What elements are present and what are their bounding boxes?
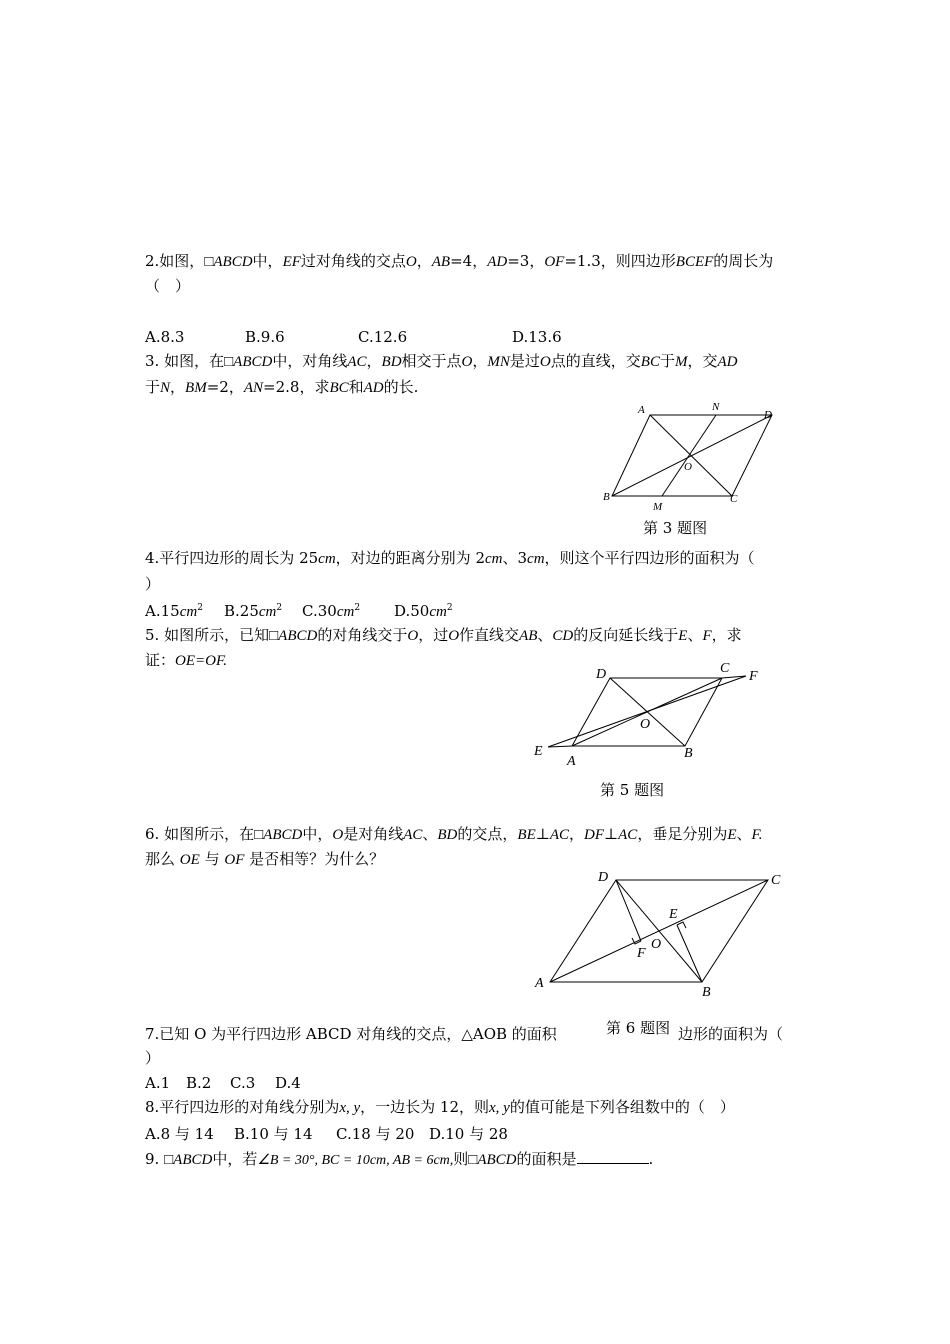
q2-option-d: D.13.6 (512, 328, 562, 346)
q6-label-b: B (702, 985, 711, 1000)
q5-diagonal-bd (610, 678, 685, 746)
q3-label-m: M (653, 501, 663, 513)
q5-label-b: B (684, 746, 693, 761)
q6-line1: 6. 如图所示，在□ABCD中，O是对角线AC、BD的交点，BE⊥AC，DF⊥AC，垂足分别为E、F. (145, 825, 763, 843)
q9-answer-blank[interactable] (577, 1149, 649, 1164)
q6-figure (530, 862, 790, 1002)
q5-label-c: C (720, 661, 730, 676)
q6-perp-df (616, 880, 641, 941)
q6-caption: 第 6 题图 (602, 1017, 674, 1038)
q5-line-ef (548, 676, 746, 747)
q6-label-d: D (598, 870, 609, 885)
q9-line1: 9. □ABCD中，若∠B = 30°, BC = 10cm, AB = 6cm,则□ABCD的面积是 . (145, 1150, 654, 1168)
q2-option-b: B.9.6 (245, 328, 285, 346)
q6-label-e: E (669, 907, 678, 922)
q3-label-a: A (638, 404, 645, 416)
q2-option-a: A.8.3 (145, 328, 185, 346)
q4-option-d: $D.50cm^2$ (394, 602, 453, 620)
q2-option-c: C.12.6 (358, 328, 408, 346)
q3-diagonal-bd (612, 415, 772, 496)
q7-option-a: A.1 (145, 1074, 171, 1092)
q7-option-d: D.4 (275, 1074, 301, 1092)
q3-label-c: C (730, 493, 738, 505)
q7-line1: 7.已知 O 为平行四边形 ABCD 对角线的交点，△AOB 的面积 (145, 1025, 557, 1043)
q4-option-c: $C.30cm^2$ (302, 602, 361, 620)
q3-figure (600, 400, 790, 515)
q5-label-o: O (640, 717, 651, 732)
q2-line2: （ ） (145, 277, 191, 295)
q3-line2: 于N，BM=2，AN=2.8，求BC和AD的长. (145, 378, 419, 396)
q5-label-d: D (596, 667, 607, 682)
q6-label-f: F (637, 946, 646, 961)
q6-label-c: C (771, 873, 781, 888)
q5-line1: 5. 如图所示，已知□ABCD的对角线交于O，过O作直线交AB、CD的反向延长线于E、F，求 (145, 626, 742, 644)
q6-line2: 那么 OE 与 OF 是否相等？为什么？ (145, 850, 385, 868)
q6-label-o: O (651, 937, 662, 952)
q3-label-o: O (684, 461, 692, 473)
q3-label-b: B (603, 491, 610, 503)
q7-line1-end: 边形的面积为（ (678, 1025, 784, 1043)
q4-line2: ） (145, 575, 161, 593)
q5-label-f: F (749, 669, 758, 684)
q8-option-d: D.10 与 28 (429, 1125, 508, 1143)
q4-line1: 4.平行四边形的周长为 25cm，对边的距离分别为 2cm、3cm，则这个平行四边形的面积为（ (145, 549, 755, 567)
q5-figure (530, 658, 770, 770)
q8-option-c: C.18 与 20 (336, 1125, 415, 1143)
q5-line2: 证：OE=OF. (145, 651, 227, 669)
q2-line1: 2.如图，□ABCD中，EF过对角线的交点O，AB=4，AD=3，OF=1.3，则四边形BCEF的周长为 (145, 252, 774, 270)
q6-perp-be (677, 925, 702, 982)
q4-option-a: $A.15cm^2$ (145, 602, 203, 620)
q3-line-mn (662, 415, 716, 496)
q3-line1: 3. 如图，在□ABCD中，对角线AC，BD相交于点O，MN是过O点的直线，交BC于M，交AD (145, 352, 738, 370)
q8-option-b: B.10 与 14 (234, 1125, 313, 1143)
q4-option-b: $B.25cm^2$ (224, 602, 283, 620)
q7-option-c: C.3 (230, 1074, 256, 1092)
q6-diagonal-bd (616, 880, 702, 982)
q7-line2: ） (145, 1049, 161, 1067)
q6-label-a: A (535, 976, 544, 991)
q8-option-a: A.8 与 14 (145, 1125, 214, 1143)
q3-label-d: D (764, 409, 772, 421)
q7-option-b: B.2 (186, 1074, 212, 1092)
q5-label-e: E (534, 744, 543, 759)
q3-caption: 第 3 题图 (643, 519, 708, 537)
q5-label-a: A (567, 754, 576, 769)
q3-label-n: N (712, 401, 720, 413)
q8-line1: 8.平行四边形的对角线分别为x, y，一边长为 12，则x, y的值可能是下列各组数中的（ ） (145, 1098, 735, 1116)
q5-caption: 第 5 题图 (600, 781, 665, 799)
